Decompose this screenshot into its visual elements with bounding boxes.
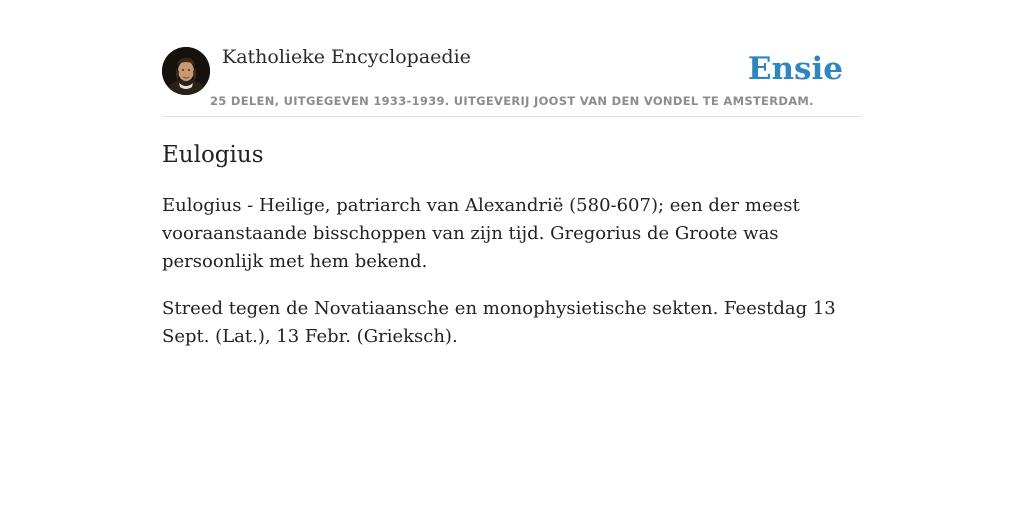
brand-logo-link[interactable]: Ensie: [747, 51, 843, 87]
entry-paragraph: Streed tegen de Novatiaansche en monophysietische sekten. Feestdag 13 Sept. (Lat.), 13 Febr. (Grieksch).: [162, 298, 836, 347]
entry-paragraph: Eulogius - Heilige, patriarch van Alexandrië (580-607); een der meest vooraanstaande bisschoppen van zijn tijd. Gregorius de Groote was persoonlijk met hem bekend.: [162, 195, 800, 272]
entry-content: [162, 140, 852, 370]
source-subtitle: 25 DELEN, UITGEGEVEN 1933-1939. UITGEVERIJ JOOST VAN DEN VONDEL TE AMSTERDAM.: [210, 94, 814, 108]
header: [162, 40, 862, 117]
entry-title: Eulogius: [162, 142, 264, 168]
source-title[interactable]: Katholieke Encyclopaedie: [222, 46, 471, 68]
portrait-avatar-icon[interactable]: [162, 47, 210, 95]
